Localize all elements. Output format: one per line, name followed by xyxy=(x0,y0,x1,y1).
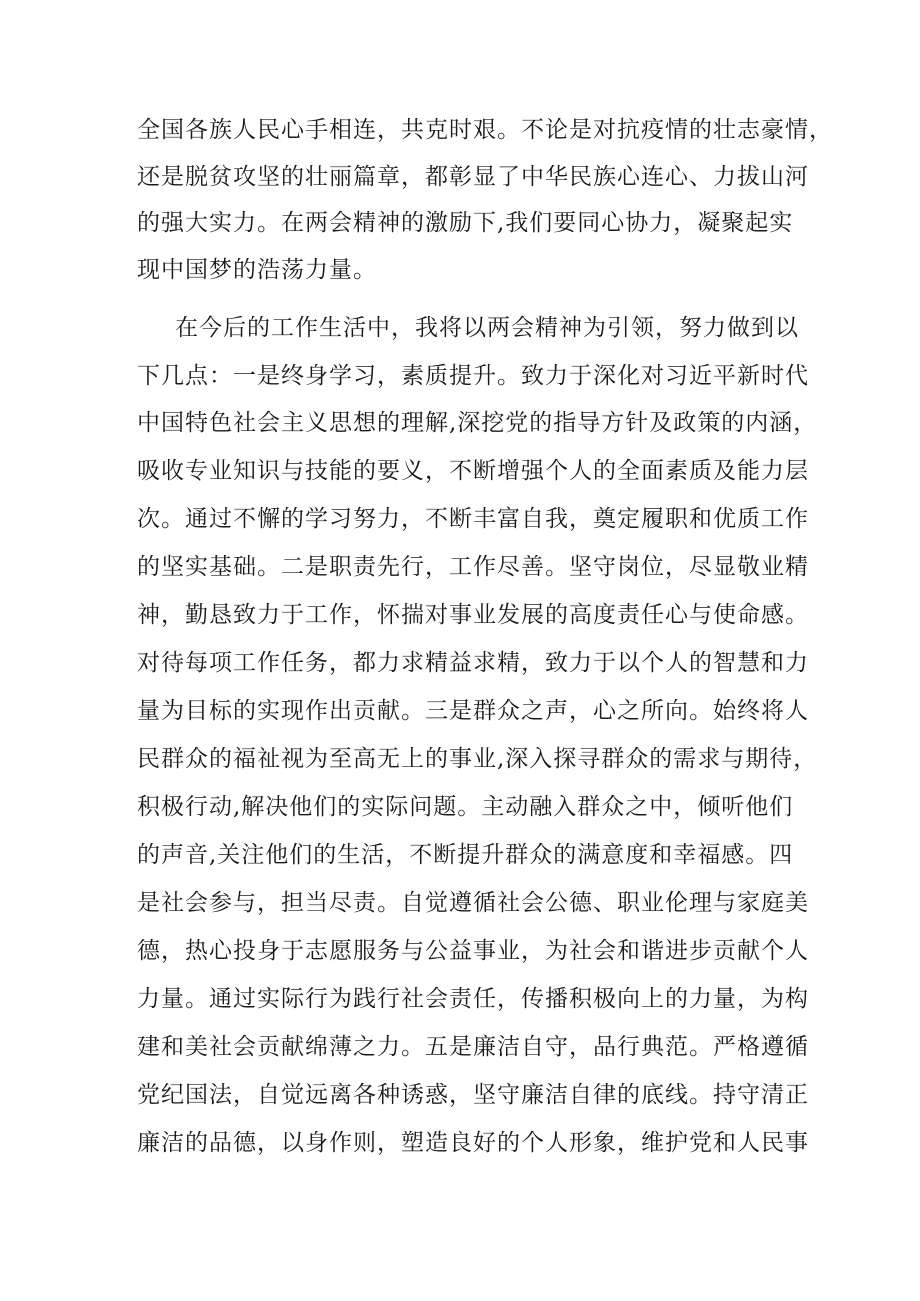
text-line: 现中国梦的浩荡力量。 xyxy=(137,257,377,283)
text-line: 德，热心投身于志愿服务与公益事业，为社会和谐进步贡献个人 xyxy=(137,938,809,964)
text-line: 神，勤恳致力于工作，怀揣对事业发展的高度责任心与使命感。 xyxy=(137,602,809,628)
text-line: 次。通过不懈的学习努力，不断丰富自我，奠定履职和优质工作 xyxy=(137,506,809,532)
text-line: 全国各族人民心手相连，共克时艰。不论是对抗疫情的壮志豪情， xyxy=(137,117,833,143)
text-line: 的坚实基础。二是职责先行，工作尽善。坚守岗位，尽显敬业精 xyxy=(137,554,809,580)
text-line: 建和美社会贡献绵薄之力。五是廉洁自守，品行典范。严格遵循 xyxy=(137,1034,809,1060)
paragraph-first-line: 在今后的工作生活中，我将以两会精神为引领，努力做到以 xyxy=(175,315,799,341)
text-line: 民群众的福祉视为至高无上的事业,深入探寻群众的需求与期待， xyxy=(137,746,818,772)
text-line: 是社会参与，担当尽责。自觉遵循社会公德、职业伦理与家庭美 xyxy=(137,890,809,916)
text-line: 还是脱贫攻坚的壮丽篇章，都彰显了中华民族心连心、力拔山河 xyxy=(137,164,809,190)
text-line: 的强大实力。在两会精神的激励下,我们要同心协力，凝聚起实 xyxy=(137,210,794,236)
text-line: 的声音,关注他们的生活，不断提升群众的满意度和幸福感。四 xyxy=(137,842,794,868)
text-line: 党纪国法，自觉远离各种诱惑，坚守廉洁自律的底线。持守清正 xyxy=(137,1082,809,1108)
text-line: 下几点：一是终身学习，素质提升。致力于深化对习近平新时代 xyxy=(137,363,809,389)
text-line: 量为目标的实现作出贡献。三是群众之声，心之所向。始终将人 xyxy=(137,698,809,724)
text-line: 力量。通过实际行为践行社会责任，传播积极向上的力量，为构 xyxy=(137,986,809,1012)
text-line: 中国特色社会主义思想的理解,深挖党的指导方针及政策的内涵， xyxy=(137,410,818,436)
text-line: 廉洁的品德，以身作则，塑造良好的个人形象，维护党和人民事 xyxy=(137,1130,809,1156)
text-line: 积极行动,解决他们的实际问题。主动融入群众之中，倾听他们 xyxy=(137,794,794,820)
text-line: 吸收专业知识与技能的要义，不断增强个人的全面素质及能力层 xyxy=(137,458,809,484)
text-line: 对待每项工作任务，都力求精益求精，致力于以个人的智慧和力 xyxy=(137,650,809,676)
